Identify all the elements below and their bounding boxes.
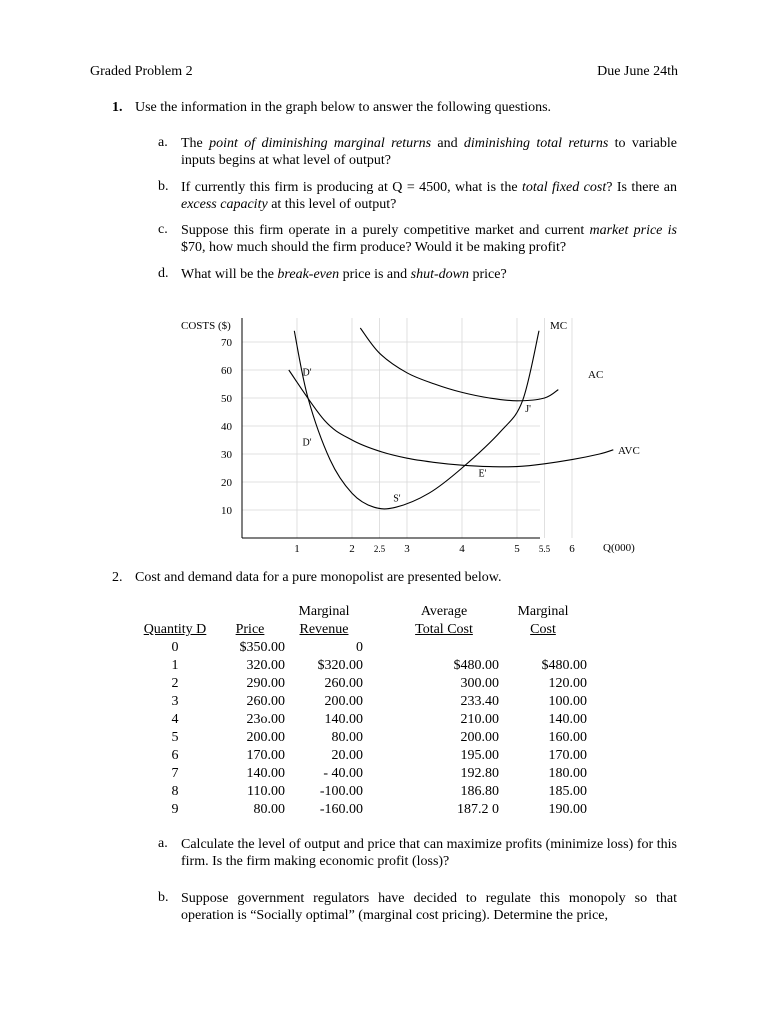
table-cell: 200.00 — [324, 694, 363, 709]
series-label-mc: MC — [550, 320, 568, 332]
table-cell: $350.00 — [239, 640, 285, 655]
table-cell: 140.00 — [548, 712, 587, 727]
table-cell: 185.00 — [548, 784, 587, 799]
table-cell: 186.80 — [460, 784, 499, 799]
table-cell: 100.00 — [548, 694, 587, 709]
question-1c-letter: c. — [158, 222, 168, 237]
table-cell: 6 — [171, 748, 179, 763]
question-2b-text: Suppose government regulators have decided to regulate this monopoly so that operation is “Socially optimal” (marginal cost pricing). Determine the price, — [181, 891, 677, 923]
question-1b-text: If currently this firm is producing at Q = 4500, what is the total fixed cost? Is there an excess capacity at this level of output? — [181, 180, 677, 212]
y-tick-label: 40 — [221, 421, 232, 433]
question-2a-letter: a. — [158, 836, 168, 851]
curve-ac — [360, 328, 558, 401]
table-row — [135, 693, 587, 711]
table-row — [135, 675, 587, 693]
table-cell: 180.00 — [548, 766, 587, 781]
table-cell: 20.00 — [331, 748, 363, 763]
table-cell: 300.00 — [460, 676, 499, 691]
table-cell: $320.00 — [317, 658, 363, 673]
point-label: J' — [525, 404, 531, 415]
table-cell: 187.2 0 — [457, 802, 499, 817]
question-1d-text: What will be the break-even price is and shut-down price? — [181, 267, 507, 282]
table-row — [135, 639, 587, 657]
table-cell: 140.00 — [324, 712, 363, 727]
table-cell: 9 — [171, 802, 179, 817]
y-tick-label: 10 — [221, 505, 232, 517]
table-cell: 4 — [171, 712, 179, 727]
y-tick-label: 70 — [221, 337, 232, 349]
y-tick-label: 20 — [221, 477, 232, 489]
point-label: D' — [302, 437, 312, 449]
y-tick-label: 60 — [221, 365, 232, 377]
table-cell: 210.00 — [460, 712, 499, 727]
question-1b-letter: b. — [158, 179, 169, 194]
table-cell: - 40.00 — [323, 766, 363, 781]
table-cell: 140.00 — [246, 766, 285, 781]
series-label-ac: AC — [588, 369, 604, 381]
table-cell: 80.00 — [331, 730, 363, 745]
header-mc-top: Marginal — [517, 604, 569, 619]
y-axis-label: COSTS ($) — [181, 320, 231, 332]
curve-avc — [289, 367, 614, 467]
table-row — [135, 657, 587, 675]
table-cell: $480.00 — [541, 658, 587, 673]
table-row — [135, 765, 587, 783]
table-row — [135, 783, 587, 801]
x-tick-label: 2 — [349, 543, 355, 555]
table-cell: 320.00 — [246, 658, 285, 673]
header-atc-top: Average — [420, 604, 468, 619]
table-cell: 260.00 — [246, 694, 285, 709]
header-mc-bottom: Cost — [530, 622, 556, 637]
table-cell: 192.80 — [460, 766, 499, 781]
table-cell: -100.00 — [319, 784, 363, 799]
question-2a-text: Calculate the level of output and price that can maximize profits (minimize loss) for this firm. Is the firm making economic profit (loss)? — [181, 837, 677, 869]
x-axis-label: Q(000) — [603, 542, 635, 554]
table-cell: 190.00 — [548, 802, 587, 817]
x-tick-label: 5 — [514, 543, 520, 555]
question-1a-letter: a. — [158, 135, 168, 150]
table-cell: $480.00 — [453, 658, 499, 673]
table-cell: 0 — [171, 640, 179, 655]
table-cell: 7 — [171, 766, 179, 781]
table-cell: 200.00 — [460, 730, 499, 745]
header-quantity: Quantity D — [143, 622, 207, 637]
question-1c-text: Suppose this firm operate in a purely competitive market and current market price is $70, how much should the firm produce? Would it be making profit? — [181, 223, 677, 255]
point-label: S' — [393, 493, 401, 505]
table-row — [135, 729, 587, 747]
table-cell — [499, 639, 587, 657]
table-cell: 160.00 — [548, 730, 587, 745]
table-cell: 195.00 — [460, 748, 499, 763]
question-1-number: 1. — [112, 100, 123, 115]
table-cell: 80.00 — [253, 802, 285, 817]
table-cell: 290.00 — [246, 676, 285, 691]
table-cell: 3 — [171, 694, 179, 709]
table-cell: 170.00 — [246, 748, 285, 763]
table-cell: 120.00 — [548, 676, 587, 691]
table-cell: 200.00 — [246, 730, 285, 745]
monopolist-data-table — [135, 603, 587, 819]
table-row — [135, 711, 587, 729]
table-cell: 5 — [171, 730, 179, 745]
question-2b-letter: b. — [158, 890, 169, 905]
question-1-intro: Use the information in the graph below to answer the following questions. — [135, 100, 552, 115]
y-tick-label: 30 — [221, 449, 232, 461]
x-tick-label: 2.5 — [373, 544, 386, 554]
point-label: D' — [302, 367, 312, 379]
x-tick-label: 6 — [569, 543, 575, 555]
question-1a-text: The point of diminishing marginal returns and diminishing total returns to variable inputs begins at what level of output? — [181, 136, 677, 168]
question-1d-letter: d. — [158, 266, 169, 281]
header-price: Price — [235, 622, 265, 637]
x-tick-label: 4 — [459, 543, 465, 555]
table-cell: -160.00 — [319, 802, 363, 817]
table-row — [135, 747, 587, 765]
table-cell — [369, 639, 499, 657]
header-mr-top: Marginal — [298, 604, 350, 619]
table-cell: 260.00 — [324, 676, 363, 691]
table-cell: 8 — [171, 784, 179, 799]
header-atc-bottom: Total Cost — [415, 622, 473, 637]
x-tick-label: 5.5 — [538, 544, 551, 554]
header-title: Graded Problem 2 — [90, 64, 193, 79]
header-mr-bottom: Revenue — [299, 622, 349, 637]
table-cell: 1 — [171, 658, 179, 673]
question-2-intro: Cost and demand data for a pure monopolist are presented below. — [135, 570, 502, 585]
x-tick-label: 1 — [294, 543, 300, 555]
y-tick-label: 50 — [221, 393, 232, 405]
question-2-number: 2. — [112, 570, 123, 585]
header-due-date: Due June 24th — [597, 64, 678, 79]
table-cell: 23o.00 — [246, 712, 285, 727]
table-row — [135, 801, 587, 819]
point-label: E' — [478, 468, 487, 480]
table-cell: 233.40 — [460, 694, 499, 709]
table-cell: 0 — [356, 640, 363, 655]
table-cell: 170.00 — [548, 748, 587, 763]
table-cell: 2 — [171, 676, 179, 691]
x-tick-label: 3 — [404, 543, 410, 555]
table-cell: 110.00 — [247, 784, 285, 799]
series-label-avc: AVC — [618, 445, 640, 457]
